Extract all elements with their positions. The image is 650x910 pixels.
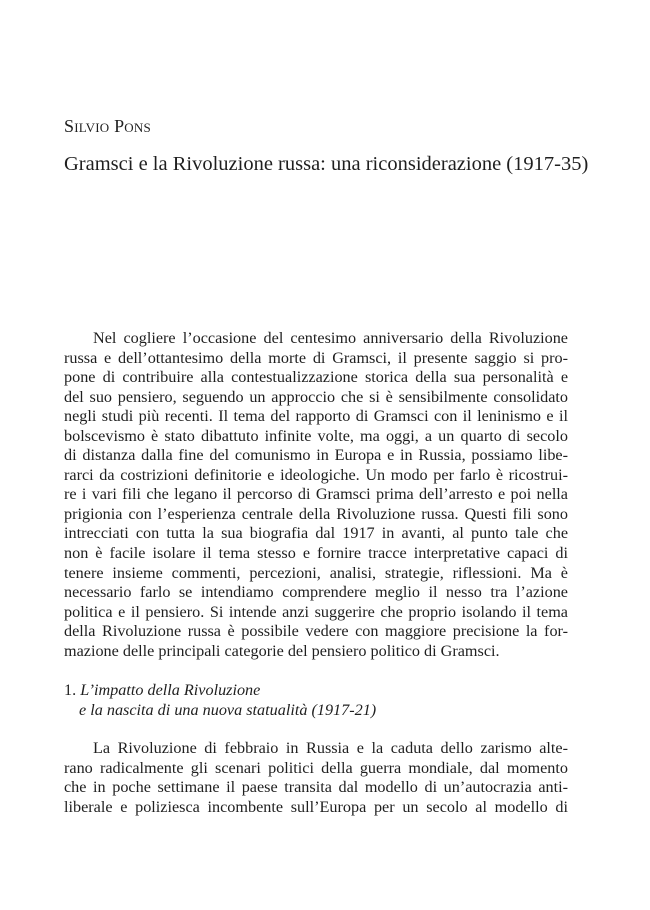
text-line: prigionia con l’esperienza centrale della Rivoluzione russa. Questi fili sono bbox=[64, 504, 568, 523]
text-line: della Rivoluzione russa è possibile vedere con maggiore precisione la for- bbox=[64, 622, 568, 641]
text-line: di distanza dalla fine del comunismo in Europa e in Russia, possiamo libe- bbox=[64, 446, 568, 465]
text-line: liberale e poliziesca incombente sull’Europa per un secolo al modello di bbox=[64, 797, 568, 816]
text-line: russa e dell’ottantesimo della morte di Gramsci, il presente saggio si pro- bbox=[64, 348, 568, 367]
text-line: non è facile isolare il tema stesso e fornire tracce interpretative capaci di bbox=[64, 544, 568, 563]
section-paragraph bbox=[64, 739, 568, 817]
section-title-line1: L’impatto della Rivoluzione bbox=[80, 681, 261, 699]
text-line: pone di contribuire alla contestualizzazione storica della sua personalità e bbox=[64, 368, 568, 387]
text-line: che in poche settimane il paese transita dal modello di un’autocrazia anti- bbox=[64, 778, 568, 797]
text-line: rano radicalmente gli scenari politici della guerra mondiale, dal momento bbox=[64, 758, 568, 777]
text-line: politica e il pensiero. Si intende anzi suggerire che proprio isolando il tema bbox=[64, 602, 568, 621]
text-line: intrecciati con tutta la sua biografia dal 1917 in avanti, al punto tale che bbox=[64, 524, 568, 543]
section-number: 1. bbox=[64, 681, 77, 699]
text-line: tenere insieme commenti, percezioni, analisi, strategie, riflessioni. Ma è bbox=[64, 563, 568, 582]
text-line: mazione delle principali categorie del pensiero politico di Gramsci. bbox=[64, 641, 500, 660]
section-title-line2: e la nascita di una nuova statualità (1917-21) bbox=[79, 700, 377, 719]
text-line: Nel cogliere l’occasione del centesimo anniversario della Rivoluzione bbox=[93, 329, 568, 347]
text-line: rarci da costrizioni definitorie e ideologiche. Un modo per farlo è ricostrui- bbox=[64, 465, 568, 484]
author-name: Silvio Pons bbox=[64, 116, 151, 136]
text-line: negli studi più recenti. Il tema del rapporto di Gramsci con il leninismo e il bbox=[64, 407, 568, 426]
text-line: La Rivoluzione di febbraio in Russia e la caduta dello zarismo alte- bbox=[93, 739, 568, 757]
text-line: necessario farlo se intendiamo comprendere meglio il nesso tra l’azione bbox=[64, 583, 568, 602]
intro-paragraph bbox=[64, 329, 568, 661]
text-line: bolscevismo è stato dibattuto infinite volte, ma oggi, a un quarto di secolo bbox=[64, 426, 568, 445]
chapter-title: Gramsci e la Rivoluzione russa: una riconsiderazione (1917-35) bbox=[64, 153, 589, 175]
section-heading bbox=[64, 681, 376, 720]
text-line: re i vari fili che legano il percorso di Gramsci prima dell’arresto e poi nella bbox=[64, 485, 568, 504]
text-line: del suo pensiero, seguendo un approccio che si è sensibilmente consolidato bbox=[64, 387, 568, 406]
